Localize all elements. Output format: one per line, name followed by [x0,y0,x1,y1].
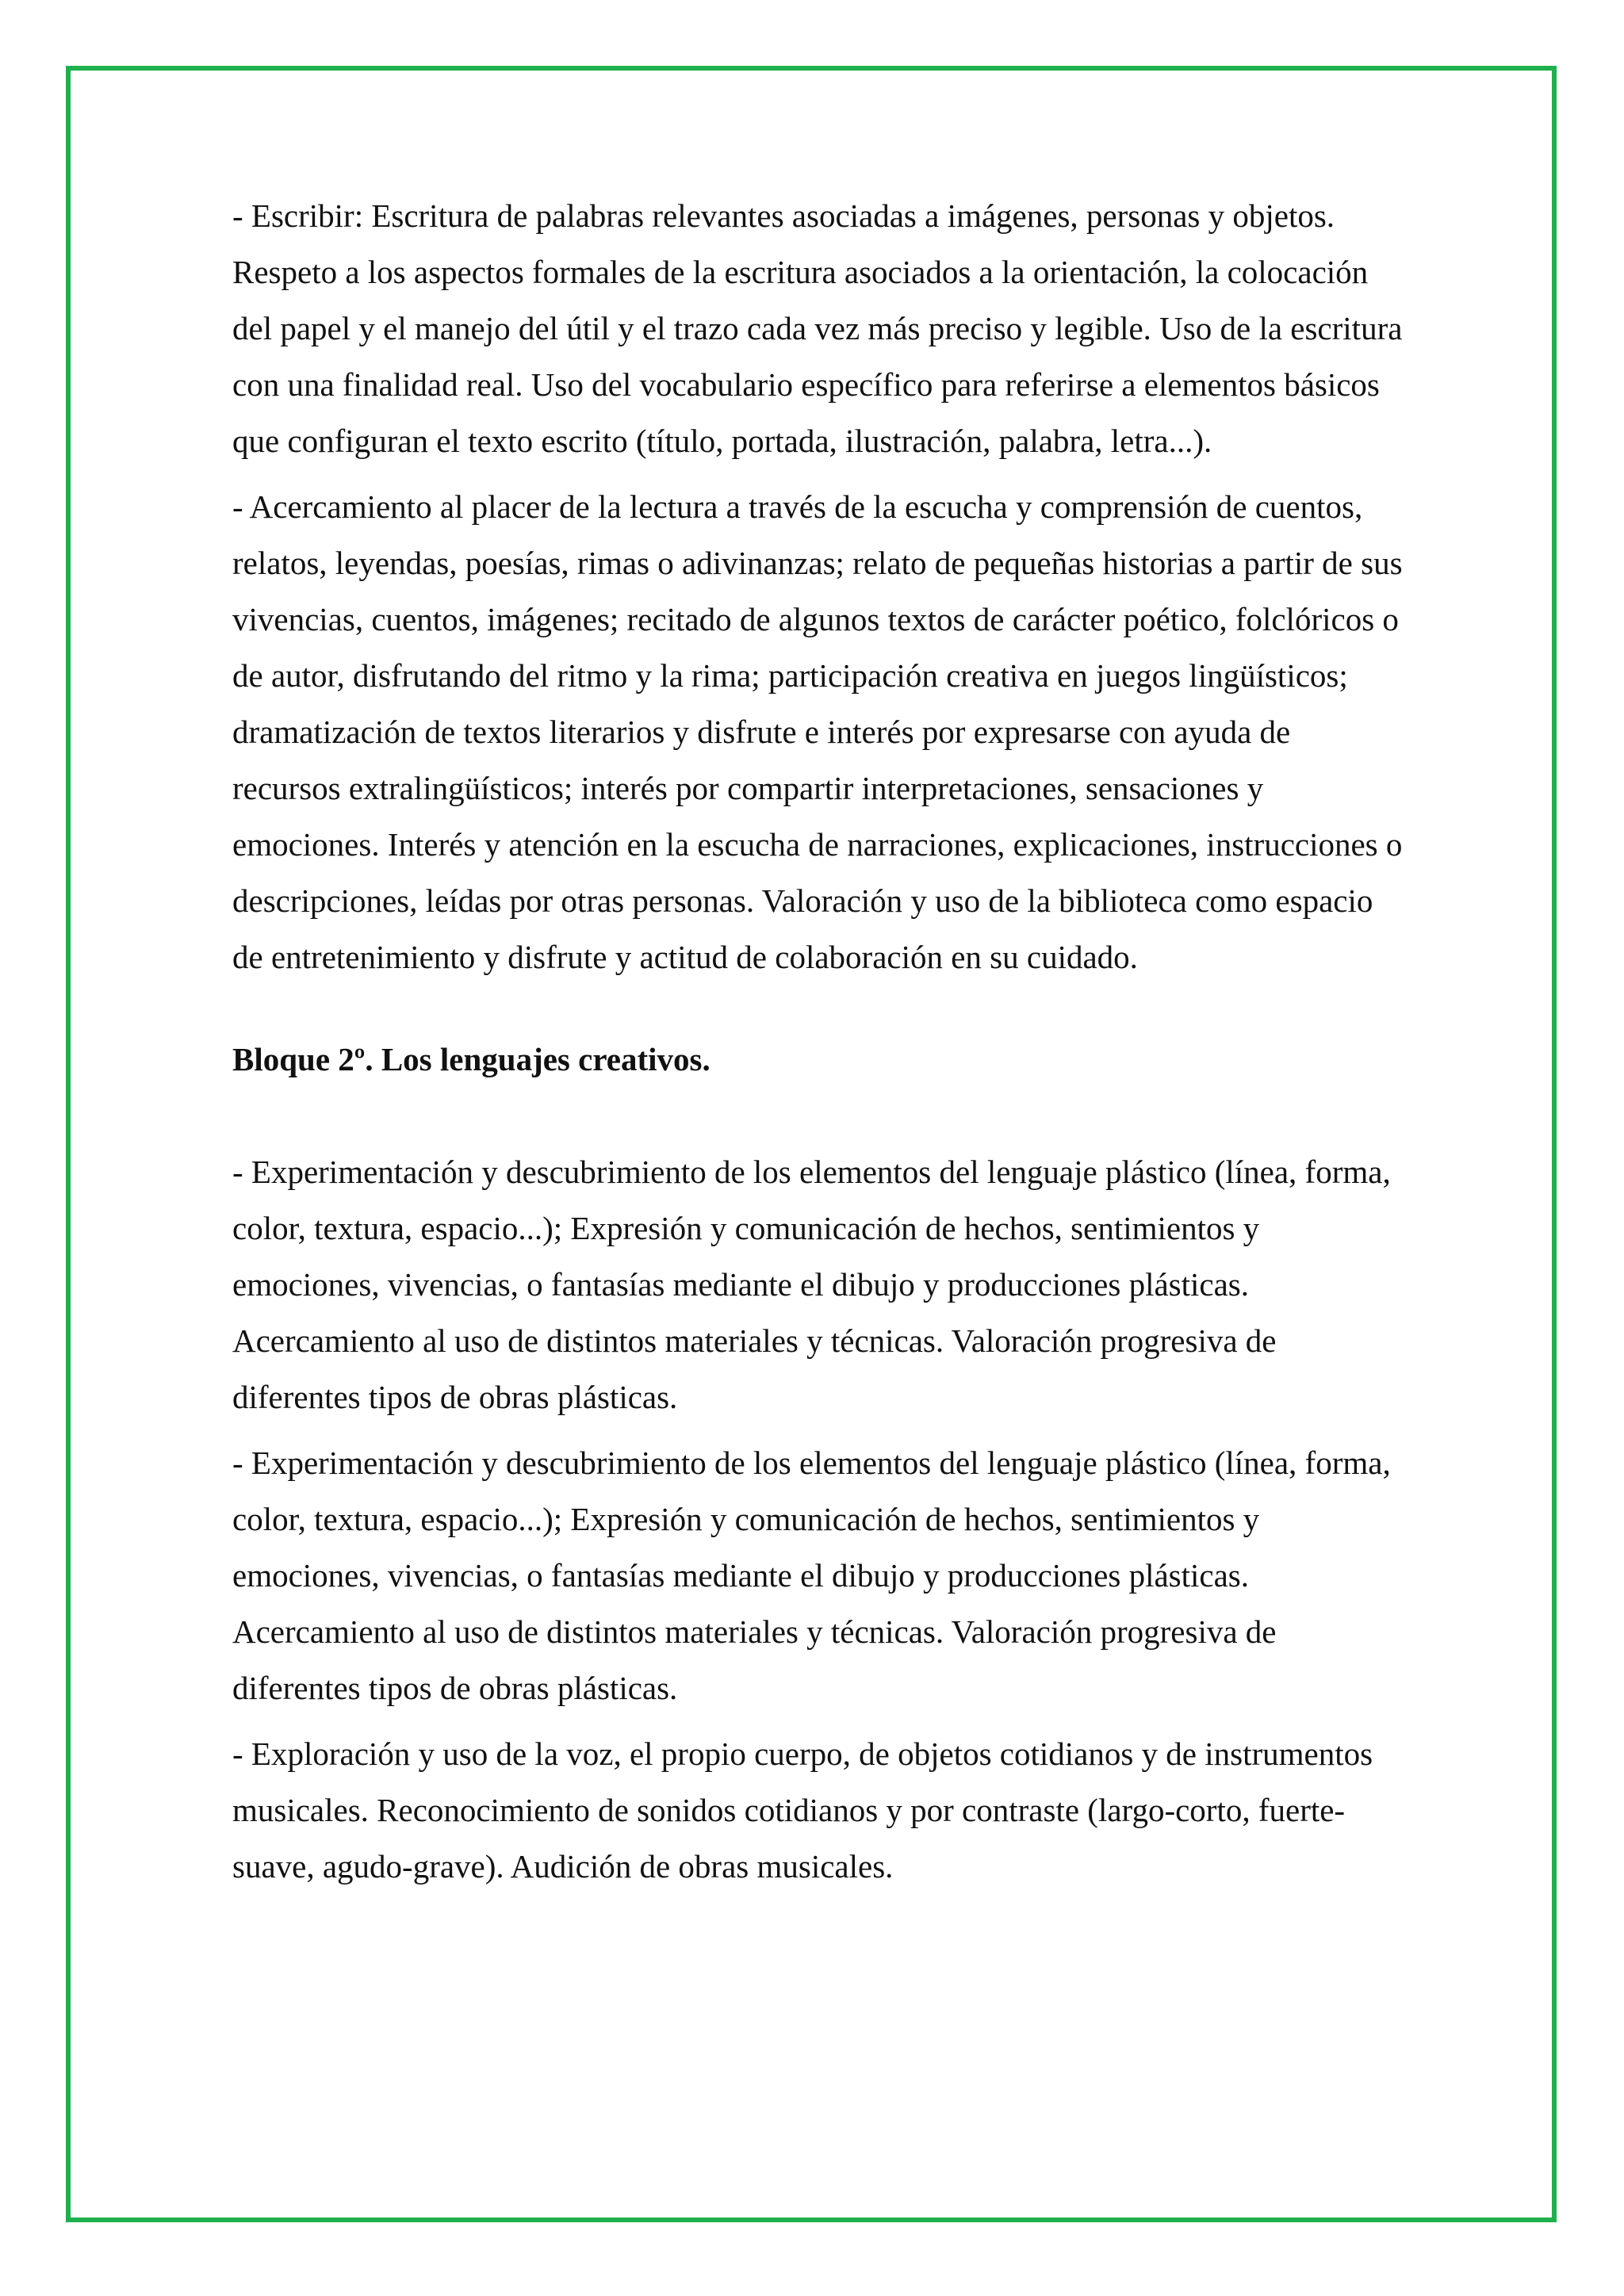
paragraph-acercamiento-lectura: - Acercamiento al placer de la lectura a través de la escucha y comprensión de cuentos, relatos, leyendas, poesías, rimas o adivinanzas; relato de pequeñas historias a partir de sus vivencias, cuentos, imágenes; recitado de algunos textos de carácter poético, folclóricos o de autor, disfrutando del ritmo y la rima; participación creativa en juegos lingüísticos; dramatización de textos literarios y disfrute e interés por expresarse con ayuda de recursos extralingüísticos; interés por compartir interpretaciones, sensaciones y emociones. Interés y atención en la escucha de narraciones, explicaciones, instrucciones o descripciones, leídas por otras personas. Valoración y uso de la biblioteca como espacio de entretenimiento y disfrute y actitud de colaboración en su cuidado. [232,488,1403,975]
paragraph-exploracion-voz: - Exploración y uso de la voz, el propio cuerpo, de objetos cotidianos y de instrumentos musicales. Reconocimiento de sonidos cotidianos y por contraste (largo-corto, fuerte-suave, agudo-grave). Audición de obras musicales. [232,1735,1373,1885]
document-body [232,188,1406,1904]
paragraph-experimentacion-1: - Experimentación y descubrimiento de los elementos del lenguaje plástico (línea, forma, color, textura, espacio...); Expresión y comunicación de hechos, sentimientos y emociones, vivencias, o fantasías mediante el dibujo y producciones plásticas. Acercamiento al uso de distintos materiales y técnicas. Valoración progresiva de diferentes tipos de obras plásticas. [232,1154,1391,1415]
section-heading: Bloque 2º. Los lenguajes creativos. [232,1041,710,1077]
paragraph-experimentacion-2: - Experimentación y descubrimiento de los elementos del lenguaje plástico (línea, forma, color, textura, espacio...); Expresión y comunicación de hechos, sentimientos y emociones, vivencias, o fantasías mediante el dibujo y producciones plásticas. Acercamiento al uso de distintos materiales y técnicas. Valoración progresiva de diferentes tipos de obras plásticas. [232,1445,1391,1706]
paragraph-escribir: - Escribir: Escritura de palabras relevantes asociadas a imágenes, personas y objetos. Respeto a los aspectos formales de la escritura asociados a la orientación, la colocación del papel y el manejo del útil y el trazo cada vez más preciso y legible. Uso de la escritura con una finalidad real. Uso del vocabulario específico para referirse a elementos básicos que configuran el texto escrito (título, portada, ilustración, palabra, letra...). [232,197,1403,459]
